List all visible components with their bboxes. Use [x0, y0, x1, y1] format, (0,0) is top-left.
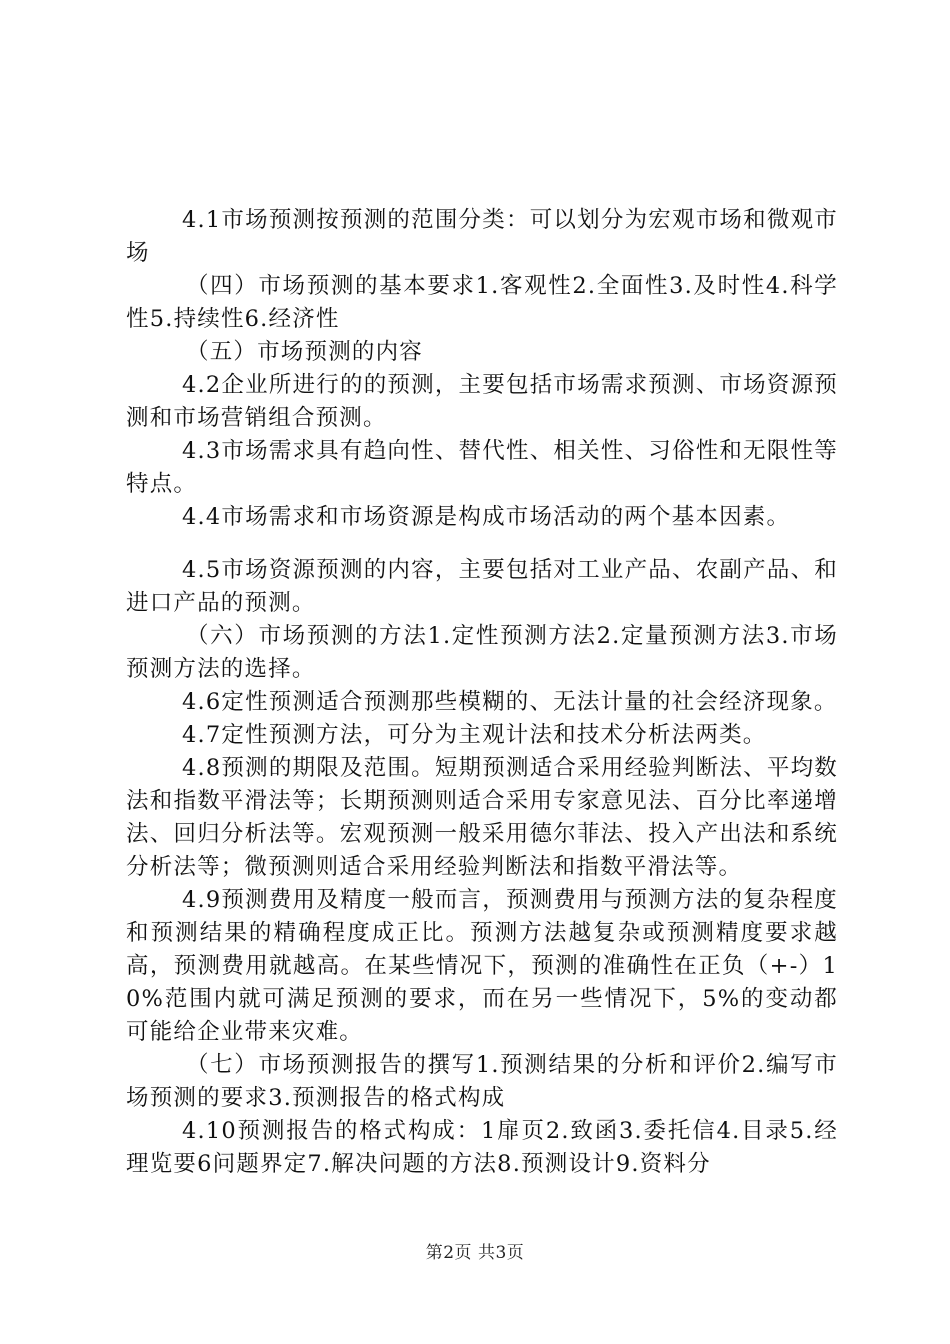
paragraph-4-1: 4.1市场预测按预测的范围分类：可以划分为宏观市场和微观市场	[126, 207, 838, 266]
paragraph-section-5-content: （五）市场预测的内容	[186, 339, 424, 365]
paragraph-section-4-requirements: （四）市场预测的基本要求1.客观性2.全面性3.及时性4.科学性5.持续性6.经济性	[126, 273, 838, 332]
paragraph-4-8: 4.8预测的期限及范围。短期预测适合采用经验判断法、平均数法和指数平滑法等；长期预测则适合采用专家意见法、百分比率递增法、回归分析法等。宏观预测一般采用德尔菲法、投入产出法和系统分析法等；微预测则适合采用经验判断法和指数平滑法等。	[126, 755, 838, 880]
paragraph-4-7: 4.7定性预测方法，可分为主观计法和技术分析法两类。	[182, 722, 767, 748]
paragraph-4-5: 4.5市场资源预测的内容，主要包括对工业产品、农副产品、和进口产品的预测。	[126, 557, 838, 616]
paragraph-4-2: 4.2企业所进行的的预测，主要包括市场需求预测、市场资源预测和市场营销组合预测。	[126, 372, 838, 431]
paragraph-gap	[126, 534, 838, 554]
page-number-footer: 第2页 共3页	[425, 1243, 525, 1263]
paragraph-4-10: 4.10预测报告的格式构成：1扉页2.致函3.委托信4.目录5.经理览要6问题界定7.解决问题的方法8.预测设计9.资料分	[126, 1118, 838, 1177]
paragraph-section-6-methods: （六）市场预测的方法1.定性预测方法2.定量预测方法3.市场预测方法的选择。	[126, 623, 838, 682]
paragraph-4-9: 4.9预测费用及精度一般而言，预测费用与预测方法的复杂程度和预测结果的精确程度成正比。预测方法越复杂或预测精度要求越高，预测费用就越高。在某些情况下，预测的准确性在正负（+-）10%范围内就可满足预测的要求，而在另一些情况下，5%的变动都可能给企业带来灾难。	[126, 887, 838, 1045]
paragraph-section-7-report: （七）市场预测报告的撰写1.预测结果的分析和评价2.编写市场预测的要求3.预测报告的格式构成	[126, 1052, 838, 1111]
paragraph-4-6: 4.6定性预测适合预测那些模糊的、无法计量的社会经济现象。	[182, 689, 838, 715]
paragraph-4-4: 4.4市场需求和市场资源是构成市场活动的两个基本因素。	[182, 504, 791, 530]
document-body	[126, 204, 838, 1181]
paragraph-4-3: 4.3市场需求具有趋向性、替代性、相关性、习俗性和无限性等特点。	[126, 438, 838, 497]
